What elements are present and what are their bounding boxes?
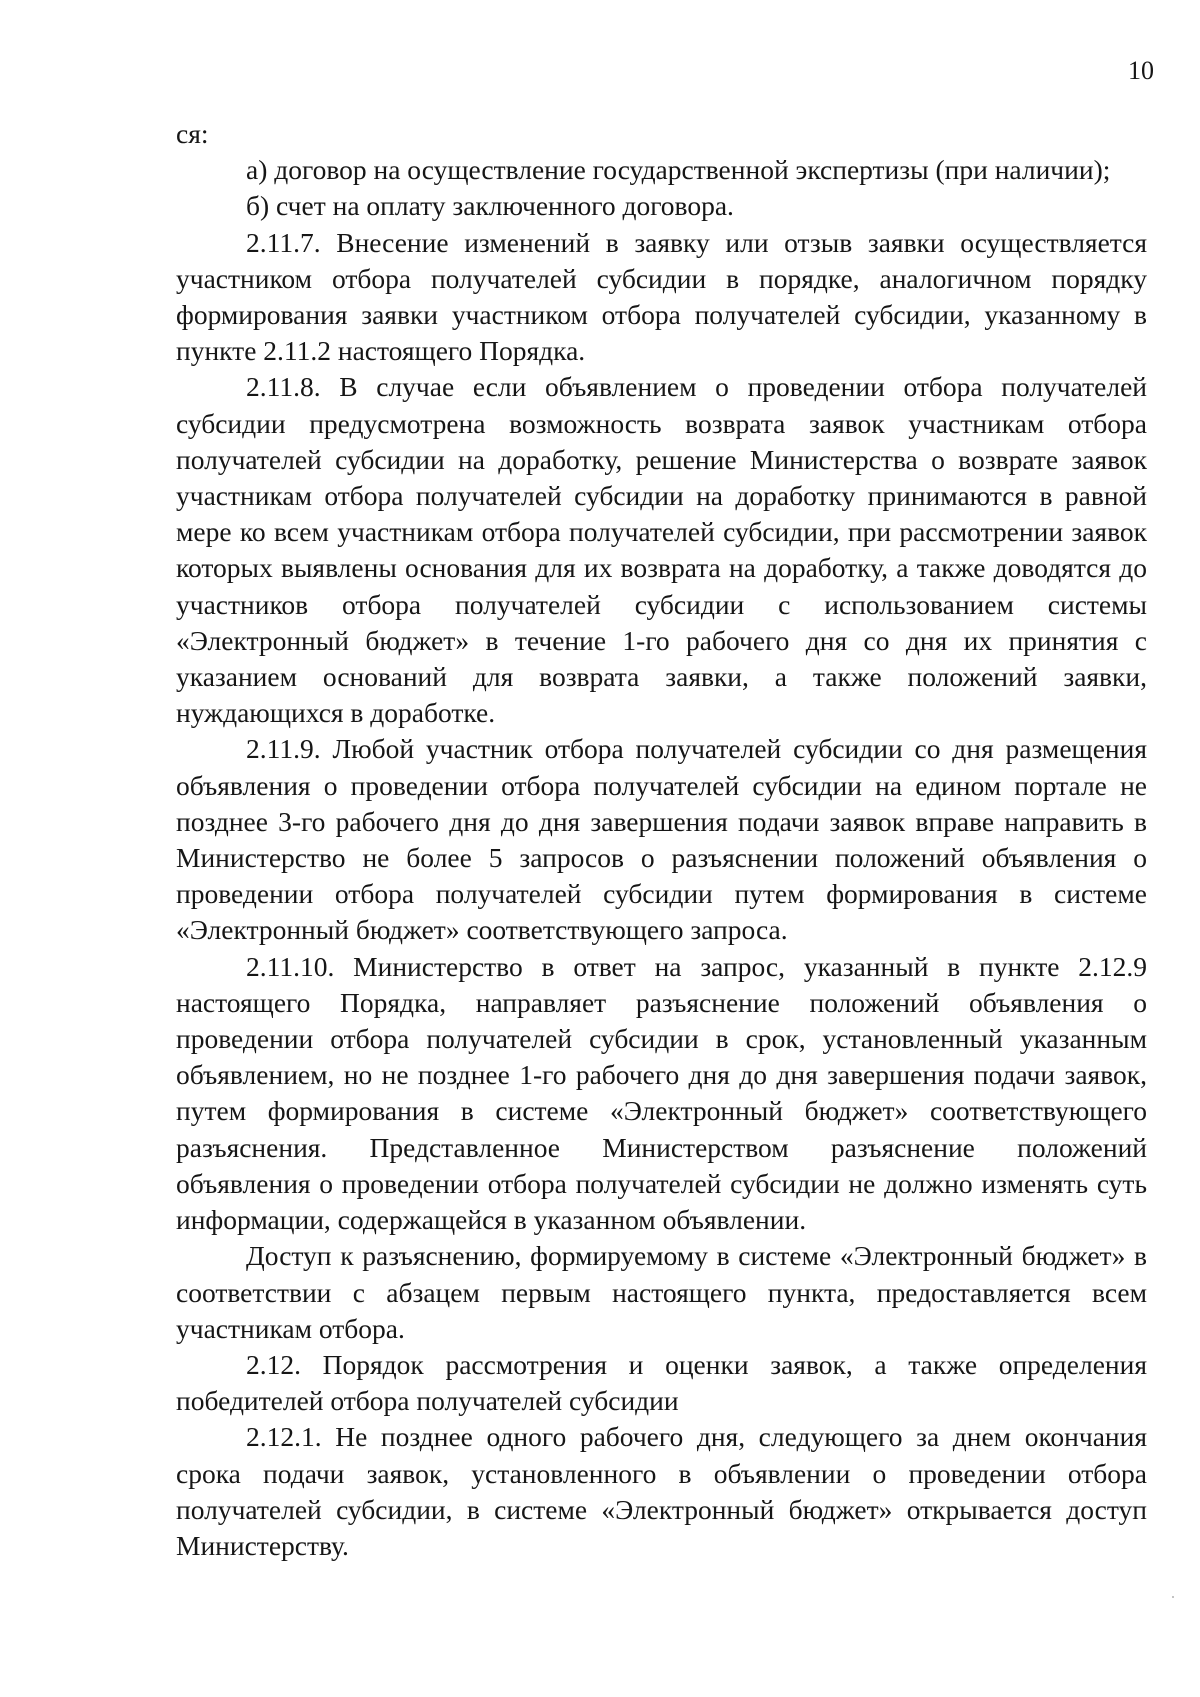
paragraph-continuation: ся:	[176, 118, 209, 149]
page-number: 10	[1128, 56, 1154, 85]
paragraph-item-b: б) счет на оплату заключенного договора.	[246, 190, 734, 222]
paragraph-item-a: а) договор на осуществление государственной экспертизы (при наличии);	[246, 154, 1111, 186]
paragraph-2-11-10: 2.11.10. Министерство в ответ на запрос, указанный в пункте 2.12.9 настоящего Порядка, направляет разъяснение положений объявления о проведении отбора получателей субсидии в срок, установленный указанным объявлением, но не позднее 1-го рабочего дня до дня завершения подачи заявок, путем формирования в системе «Электронный бюджет» соответствующего разъяснения. Представленное Министерством разъяснение положений объявления о проведении отбора получателей субсидии не должно изменять суть информации, содержащейся в указанном объявлении.	[176, 950, 1147, 1236]
scan-speck	[1172, 1596, 1174, 1598]
paragraph-2-12-heading: 2.12. Порядок рассмотрения и оценки заявок, а также определения победителей отбора получателей субсидии	[176, 1348, 1147, 1417]
paragraph-2-11-9: 2.11.9. Любой участник отбора получателей субсидии со дня размещения объявления о проведении отбора получателей субсидии на едином портале не позднее 3-го рабочего дня до дня завершения подачи заявок вправе направить в Министерство не более 5 запросов о разъяснении положений объявления о проведении отбора получателей субсидии путем формирования в системе «Электронный бюджет» соответствующего запроса.	[176, 733, 1147, 946]
paragraph-2-11-8: 2.11.8. В случае если объявлением о проведении отбора получателей субсидии предусмотрена возможность возврата заявок участникам отбора получателей субсидии на доработку, решение Министерства о возврате заявок участникам отбора получателей субсидии на доработку принимаются в равной мере ко всем участникам отбора получателей субсидии, при рассмотрении заявок которых выявлены основания для их возврата на доработку, а также доводятся до участников отбора получателей субсидии с использованием системы «Электронный бюджет» в течение 1-го рабочего дня со дня их принятия с указанием оснований для возврата заявки, а также положений заявки, нуждающихся в доработке.	[176, 371, 1147, 729]
document-body	[176, 116, 1147, 1564]
paragraph-2-12-1: 2.12.1. Не позднее одного рабочего дня, следующего за днем окончания срока подачи заявок, установленного в объявлении о проведении отбора получателей субсидии, в системе «Электронный бюджет» открывается доступ Министерству.	[176, 1421, 1147, 1561]
paragraph-access: Доступ к разъяснению, формируемому в системе «Электронный бюджет» в соответствии с абзацем первым настоящего пункта, предоставляется всем участникам отбора.	[176, 1240, 1147, 1344]
paragraph-2-11-7: 2.11.7. Внесение изменений в заявку или отзыв заявки осуществляется участником отбора получателей субсидии в порядке, аналогичном порядку формирования заявки участником отбора получателей субсидии, указанному в пункте 2.11.2 настоящего Порядка.	[176, 226, 1147, 367]
